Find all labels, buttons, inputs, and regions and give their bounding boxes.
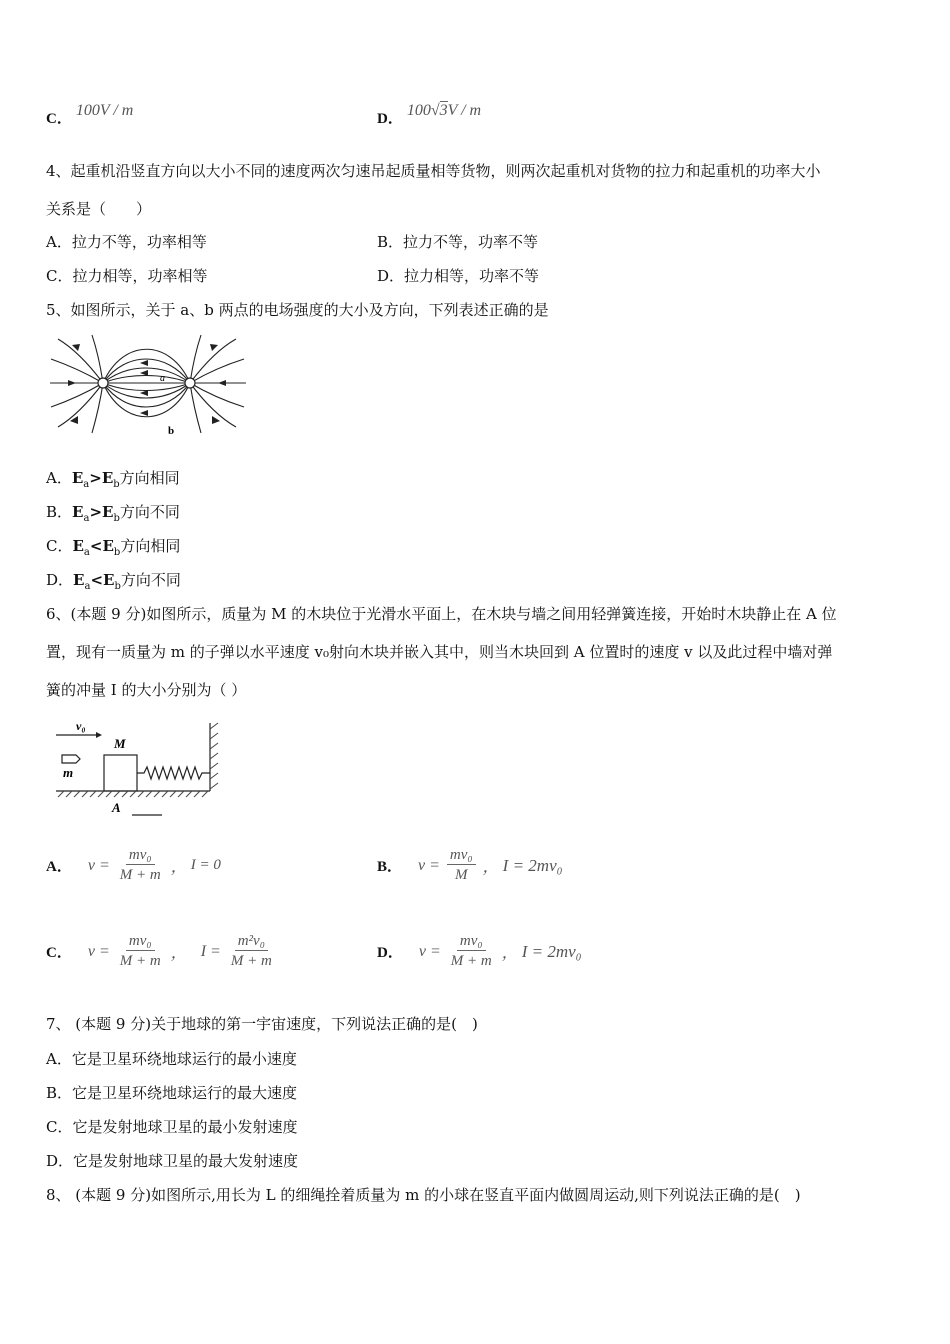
q4-option-d: D．拉力相等，功率不等 (377, 267, 540, 285)
option-expression: 100√3V / m (406, 102, 482, 119)
q5-option-a: A．$E_a>E_b$方向相同 (46, 469, 180, 490)
bullet-m-label: m (63, 765, 74, 780)
point-a-label: a (160, 373, 165, 384)
q6-option-a: A． v = $\frac{\text{mv₀}}{M + m}$ ， I = 0 (46, 847, 221, 883)
q4-option-a: A．拉力不等，功率相等 (46, 233, 207, 251)
q4-option-b: B．拉力不等，功率不等 (377, 233, 539, 251)
q7-option-c: C．它是发射地球卫星的最小发射速度 (46, 1118, 298, 1136)
q6-option-c: C． v = $\frac{\text{mv₀}}{M + m}$ ， I = $\frac{\text{m²v₀}}{M + m}$ (46, 932, 278, 971)
option-label: C． (46, 111, 72, 127)
q7-option-d: D．它是发射地球卫星的最大发射速度 (46, 1152, 299, 1170)
q4-stem-line2: 关系是（ ） (46, 200, 152, 218)
block-m-label: M (114, 736, 126, 751)
q6-stem-line3: 簧的冲量 I 的大小分别为（ ） (46, 681, 247, 699)
velocity-fraction: $\frac{\text{mv₀}}{M}$ (447, 846, 476, 885)
v0-label: v₀ (76, 719, 86, 733)
q6-stem-line1: 6、(本题 9 分)如图所示，质量为 M 的木块位于光滑水平面上，在木块与墙之间用轻弹簧连接，开始时木块静止在 A 位 (46, 605, 837, 623)
q7-stem: 7、 (本题 9 分)关于地球的第一宇宙速度，下列说法正确的是( ) (46, 1015, 478, 1033)
q5-option-d: D．$E_a<E_b$方向不同 (46, 571, 181, 592)
q7-option-b: B．它是卫星环绕地球运行的最大速度 (46, 1084, 298, 1102)
q6-option-d: D． v = $\frac{\text{mv₀}}{M + m}$ ， I = 2mv₀ (377, 933, 582, 969)
q3-option-c (46, 102, 134, 130)
q6-stem-line2: 置，现有一质量为 m 的子弹以水平速度 v₀射向木块并嵌入其中，则当木块回到 A 位置时的速度 v 以及此过程中墙对弹 (46, 643, 833, 661)
spring-block-figure (52, 715, 224, 820)
q5-option-c: C．$E_a<E_b$方向相同 (46, 537, 181, 558)
point-b-label: b (168, 425, 175, 437)
electric-field-figure (48, 333, 248, 438)
q4-option-c: C．拉力相等，功率相等 (46, 267, 208, 285)
q8-stem: 8、 (本题 9 分)如图所示,用长为 L 的细绳拴着质量为 m 的小球在竖直平面内做圆周运动,则下列说法正确的是( ) (46, 1186, 801, 1204)
impulse-fraction: $\frac{\text{m²v₀}}{M + m}$ (230, 933, 272, 969)
option-expression: 100V / m (75, 102, 134, 119)
velocity-fraction: $\frac{\text{mv₀}}{M + m}$ (450, 933, 492, 969)
q6-option-b: B． v = $\frac{\text{mv₀}}{M}$ ， I = 2mv₀ (377, 847, 563, 883)
velocity-fraction: $\frac{\text{mv₀}}{M + m}$ (119, 933, 161, 969)
q5-option-b: B．$E_a>E_b$方向不同 (46, 503, 180, 524)
q3-option-d (377, 102, 482, 130)
option-label: D． (377, 111, 403, 127)
q4-stem-line1: 4、起重机沿竖直方向以大小不同的速度两次匀速吊起质量相等货物，则两次起重机对货物的拉力和起重机的功率大小 (46, 162, 821, 180)
position-a-label: A (112, 800, 121, 815)
velocity-fraction: $\frac{\text{mv₀}}{M + m}$ (119, 847, 161, 883)
q7-option-a: A．它是卫星环绕地球运行的最小速度 (46, 1050, 297, 1068)
q5-stem: 5、如图所示，关于 a、b 两点的电场强度的大小及方向，下列表述正确的是 (46, 301, 549, 319)
